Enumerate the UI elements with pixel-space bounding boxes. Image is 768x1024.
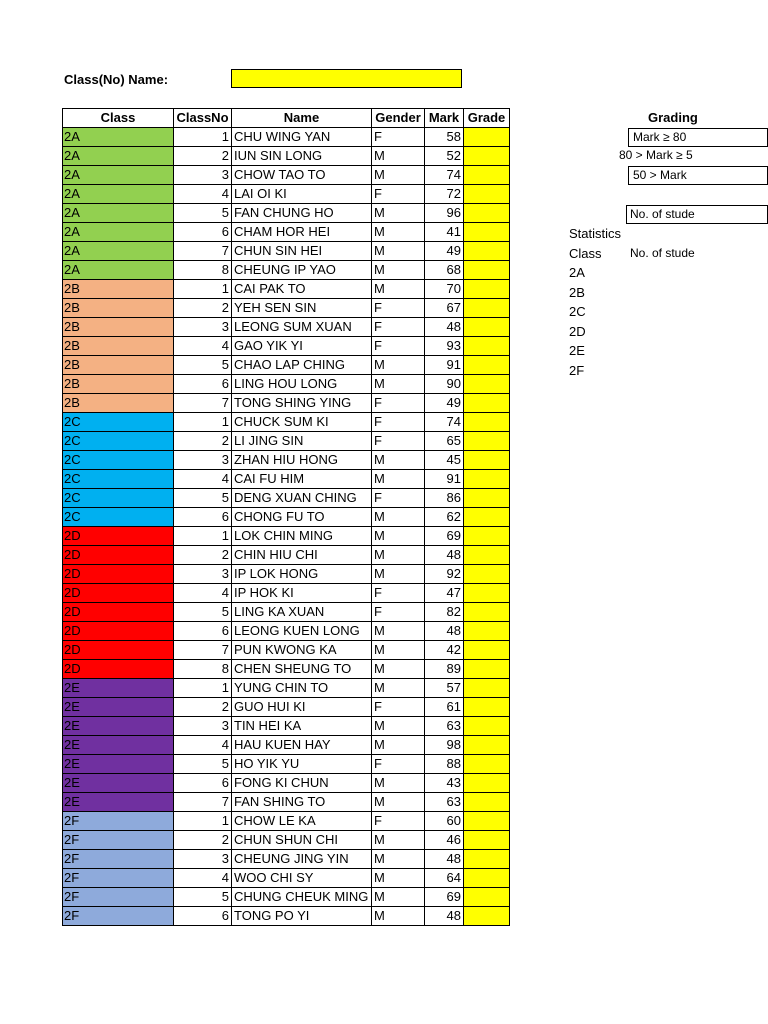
cell-gender[interactable]: M [372, 774, 425, 793]
cell-mark[interactable]: 58 [425, 128, 464, 147]
cell-class[interactable]: 2A [63, 223, 174, 242]
cell-mark[interactable]: 69 [425, 888, 464, 907]
cell-gender[interactable]: F [372, 128, 425, 147]
cell-name[interactable]: FAN CHUNG HO [232, 204, 372, 223]
cell-name[interactable]: ZHAN HIU HONG [232, 451, 372, 470]
cell-class[interactable]: 2D [63, 584, 174, 603]
cell-class[interactable]: 2A [63, 204, 174, 223]
cell-gender[interactable]: M [372, 204, 425, 223]
cell-class[interactable]: 2D [63, 641, 174, 660]
cell-mark[interactable]: 72 [425, 185, 464, 204]
cell-class[interactable]: 2B [63, 280, 174, 299]
cell-name[interactable]: CHEUNG IP YAO [232, 261, 372, 280]
cell-name[interactable]: LEONG KUEN LONG [232, 622, 372, 641]
cell-class[interactable]: 2A [63, 242, 174, 261]
statistics-class-2f: 2F [569, 363, 585, 378]
cell-classno[interactable]: 3 [174, 166, 232, 185]
cell-classno[interactable]: 3 [174, 318, 232, 337]
cell-name[interactable]: HAU KUEN HAY [232, 736, 372, 755]
cell-mark[interactable]: 64 [425, 869, 464, 888]
cell-class[interactable]: 2F [63, 888, 174, 907]
cell-class[interactable]: 2C [63, 508, 174, 527]
cell-classno[interactable]: 1 [174, 413, 232, 432]
cell-classno[interactable]: 4 [174, 337, 232, 356]
cell-classno[interactable]: 5 [174, 755, 232, 774]
name-label: Class(No) Name: [64, 72, 169, 87]
cell-class[interactable]: 2E [63, 755, 174, 774]
cell-classno[interactable]: 7 [174, 394, 232, 413]
cell-classno[interactable]: 2 [174, 698, 232, 717]
cell-classno[interactable]: 2 [174, 831, 232, 850]
cell-gender[interactable]: F [372, 394, 425, 413]
cell-classno[interactable]: 4 [174, 185, 232, 204]
cell-name[interactable]: LOK CHIN MING [232, 527, 372, 546]
cell-mark[interactable]: 90 [425, 375, 464, 394]
cell-gender[interactable]: M [372, 793, 425, 812]
cell-class[interactable]: 2F [63, 850, 174, 869]
cell-gender[interactable]: M [372, 869, 425, 888]
cell-gender[interactable]: M [372, 907, 425, 926]
cell-class[interactable]: 2A [63, 185, 174, 204]
cell-mark[interactable]: 48 [425, 546, 464, 565]
cell-gender[interactable]: M [372, 147, 425, 166]
cell-name[interactable]: CHEUNG JING YIN [232, 850, 372, 869]
cell-class[interactable]: 2D [63, 527, 174, 546]
cell-gender[interactable]: M [372, 679, 425, 698]
cell-class[interactable]: 2B [63, 299, 174, 318]
cell-mark[interactable]: 74 [425, 166, 464, 185]
statistics-class-2b: 2B [569, 285, 585, 300]
cell-name[interactable]: TONG SHING YING [232, 394, 372, 413]
cell-mark[interactable]: 93 [425, 337, 464, 356]
cell-mark[interactable]: 49 [425, 242, 464, 261]
cell-mark[interactable]: 82 [425, 603, 464, 622]
cell-name[interactable]: GAO YIK YI [232, 337, 372, 356]
cell-name[interactable]: CHIN HIU CHI [232, 546, 372, 565]
cell-name[interactable]: PUN KWONG KA [232, 641, 372, 660]
cell-gender[interactable]: M [372, 280, 425, 299]
cell-class[interactable]: 2A [63, 261, 174, 280]
statistics-title: Statistics [569, 226, 622, 241]
cell-name[interactable]: CHAM HOR HEI [232, 223, 372, 242]
cell-classno[interactable]: 8 [174, 261, 232, 280]
cell-class[interactable]: 2C [63, 489, 174, 508]
cell-classno[interactable]: 1 [174, 128, 232, 147]
cell-name[interactable]: CHOW TAO TO [232, 166, 372, 185]
grading-rule-2[interactable]: 80 > Mark ≥ 5 [619, 148, 693, 162]
cell-class[interactable]: 2A [63, 166, 174, 185]
cell-mark[interactable]: 65 [425, 432, 464, 451]
cell-class[interactable]: 2F [63, 812, 174, 831]
cell-class[interactable]: 2B [63, 394, 174, 413]
cell-classno[interactable]: 6 [174, 508, 232, 527]
cell-class[interactable]: 2D [63, 546, 174, 565]
col-header-name[interactable]: Name [232, 109, 372, 128]
cell-mark[interactable]: 46 [425, 831, 464, 850]
cell-classno[interactable]: 3 [174, 717, 232, 736]
cell-classno[interactable]: 5 [174, 204, 232, 223]
cell-mark[interactable]: 43 [425, 774, 464, 793]
col-header-class[interactable]: Class [63, 109, 174, 128]
cell-mark[interactable]: 63 [425, 793, 464, 812]
cell-mark[interactable]: 86 [425, 489, 464, 508]
grading-students-label[interactable]: No. of stude [626, 205, 768, 224]
cell-name[interactable]: LING KA XUAN [232, 603, 372, 622]
cell-mark[interactable]: 48 [425, 907, 464, 926]
cell-name[interactable]: CHAO LAP CHING [232, 356, 372, 375]
cell-name[interactable]: IP HOK KI [232, 584, 372, 603]
cell-name[interactable]: CAI FU HIM [232, 470, 372, 489]
cell-mark[interactable]: 48 [425, 318, 464, 337]
cell-gender[interactable]: M [372, 451, 425, 470]
cell-gender[interactable]: F [372, 432, 425, 451]
cell-gender[interactable]: M [372, 375, 425, 394]
cell-class[interactable]: 2E [63, 793, 174, 812]
cell-mark[interactable]: 60 [425, 812, 464, 831]
cell-mark[interactable]: 92 [425, 565, 464, 584]
cell-mark[interactable]: 96 [425, 204, 464, 223]
cell-class[interactable]: 2C [63, 451, 174, 470]
cell-mark[interactable]: 47 [425, 584, 464, 603]
cell-name[interactable]: CHU WING YAN [232, 128, 372, 147]
cell-name[interactable]: CHUN SIN HEI [232, 242, 372, 261]
cell-name[interactable]: LEONG SUM XUAN [232, 318, 372, 337]
col-header-classno[interactable]: ClassNo [174, 109, 232, 128]
cell-class[interactable]: 2B [63, 337, 174, 356]
cell-gender[interactable]: F [372, 489, 425, 508]
cell-mark[interactable]: 89 [425, 660, 464, 679]
cell-mark[interactable]: 67 [425, 299, 464, 318]
cell-name[interactable]: LING HOU LONG [232, 375, 372, 394]
statistics-class-2a: 2A [569, 265, 585, 280]
cell-gender[interactable]: F [372, 185, 425, 204]
cell-gender[interactable]: M [372, 888, 425, 907]
cell-classno[interactable]: 3 [174, 850, 232, 869]
cell-mark[interactable]: 45 [425, 451, 464, 470]
cell-class[interactable]: 2F [63, 869, 174, 888]
cell-classno[interactable]: 6 [174, 622, 232, 641]
cell-gender[interactable]: F [372, 584, 425, 603]
cell-classno[interactable]: 2 [174, 147, 232, 166]
cell-mark[interactable]: 57 [425, 679, 464, 698]
cell-classno[interactable]: 3 [174, 451, 232, 470]
cell-class[interactable]: 2F [63, 831, 174, 850]
cell-gender[interactable]: M [372, 831, 425, 850]
cell-gender[interactable]: F [372, 603, 425, 622]
statistics-class-header: Class [569, 246, 602, 261]
cell-gender[interactable]: M [372, 470, 425, 489]
cell-class[interactable]: 2E [63, 679, 174, 698]
cell-gender[interactable]: F [372, 337, 425, 356]
cell-classno[interactable]: 6 [174, 907, 232, 926]
cell-gender[interactable]: M [372, 641, 425, 660]
grading-rule-3[interactable]: 50 > Mark [628, 166, 768, 185]
statistics-count-header: No. of stude [630, 246, 695, 260]
cell-name[interactable]: CHUNG CHEUK MING [232, 888, 372, 907]
cell-classno[interactable]: 7 [174, 641, 232, 660]
cell-gender[interactable]: F [372, 755, 425, 774]
cell-class[interactable]: 2D [63, 603, 174, 622]
cell-classno[interactable]: 6 [174, 774, 232, 793]
cell-gender[interactable]: M [372, 261, 425, 280]
cell-classno[interactable]: 3 [174, 565, 232, 584]
cell-classno[interactable]: 7 [174, 793, 232, 812]
cell-gender[interactable]: M [372, 660, 425, 679]
cell-name[interactable]: GUO HUI KI [232, 698, 372, 717]
cell-class[interactable]: 2B [63, 318, 174, 337]
cell-gender[interactable]: M [372, 850, 425, 869]
cell-name[interactable]: YUNG CHIN TO [232, 679, 372, 698]
cell-classno[interactable]: 6 [174, 375, 232, 394]
cell-mark[interactable]: 70 [425, 280, 464, 299]
cell-gender[interactable]: F [372, 698, 425, 717]
cell-mark[interactable]: 42 [425, 641, 464, 660]
cell-gender[interactable]: M [372, 622, 425, 641]
cell-name[interactable]: WOO CHI SY [232, 869, 372, 888]
cell-name[interactable]: TIN HEI KA [232, 717, 372, 736]
cell-gender[interactable]: M [372, 717, 425, 736]
cell-mark[interactable]: 52 [425, 147, 464, 166]
cell-gender[interactable]: M [372, 546, 425, 565]
cell-mark[interactable]: 69 [425, 527, 464, 546]
cell-gender[interactable]: M [372, 736, 425, 755]
cell-name[interactable]: CHOW LE KA [232, 812, 372, 831]
cell-gender[interactable]: F [372, 299, 425, 318]
cell-gender[interactable]: M [372, 223, 425, 242]
cell-mark[interactable]: 62 [425, 508, 464, 527]
cell-gender[interactable]: M [372, 508, 425, 527]
cell-class[interactable]: 2E [63, 736, 174, 755]
cell-mark[interactable]: 61 [425, 698, 464, 717]
cell-name[interactable]: DENG XUAN CHING [232, 489, 372, 508]
cell-classno[interactable]: 6 [174, 223, 232, 242]
cell-name[interactable]: CHUCK SUM KI [232, 413, 372, 432]
cell-name[interactable]: IP LOK HONG [232, 565, 372, 584]
cell-gender[interactable]: M [372, 356, 425, 375]
cell-class[interactable]: 2B [63, 356, 174, 375]
grading-title: Grading [648, 110, 698, 125]
cell-classno[interactable]: 5 [174, 489, 232, 508]
cell-classno[interactable]: 4 [174, 736, 232, 755]
cell-name[interactable]: FAN SHING TO [232, 793, 372, 812]
cell-class[interactable]: 2A [63, 147, 174, 166]
statistics-class-2d: 2D [569, 324, 586, 339]
cell-classno[interactable]: 2 [174, 299, 232, 318]
col-header-mark[interactable]: Mark [425, 109, 464, 128]
cell-classno[interactable]: 5 [174, 356, 232, 375]
cell-class[interactable]: 2D [63, 622, 174, 641]
cell-class[interactable]: 2F [63, 907, 174, 926]
cell-mark[interactable]: 91 [425, 470, 464, 489]
cell-mark[interactable]: 41 [425, 223, 464, 242]
cell-classno[interactable]: 1 [174, 679, 232, 698]
col-header-gender[interactable]: Gender [372, 109, 425, 128]
cell-gender[interactable]: F [372, 413, 425, 432]
cell-name[interactable]: CHUN SHUN CHI [232, 831, 372, 850]
cell-class[interactable]: 2C [63, 413, 174, 432]
cell-class[interactable]: 2A [63, 128, 174, 147]
cell-name[interactable]: YEH SEN SIN [232, 299, 372, 318]
cell-gender[interactable]: M [372, 242, 425, 261]
cell-class[interactable]: 2E [63, 717, 174, 736]
cell-name[interactable]: IUN SIN LONG [232, 147, 372, 166]
cell-classno[interactable]: 1 [174, 527, 232, 546]
cell-mark[interactable]: 74 [425, 413, 464, 432]
cell-class[interactable]: 2B [63, 375, 174, 394]
cell-mark[interactable]: 48 [425, 622, 464, 641]
cell-gender[interactable]: M [372, 527, 425, 546]
cell-mark[interactable]: 91 [425, 356, 464, 375]
cell-classno[interactable]: 2 [174, 432, 232, 451]
cell-gender[interactable]: F [372, 318, 425, 337]
cell-name[interactable]: CHEN SHEUNG TO [232, 660, 372, 679]
cell-name[interactable]: CHONG FU TO [232, 508, 372, 527]
cell-classno[interactable]: 5 [174, 603, 232, 622]
statistics-class-2e: 2E [569, 343, 585, 358]
cell-classno[interactable]: 5 [174, 888, 232, 907]
cell-name[interactable]: CAI PAK TO [232, 280, 372, 299]
cell-classno[interactable]: 4 [174, 869, 232, 888]
cell-class[interactable]: 2D [63, 565, 174, 584]
cell-name[interactable]: LI JING SIN [232, 432, 372, 451]
cell-class[interactable]: 2C [63, 432, 174, 451]
cell-classno[interactable]: 2 [174, 546, 232, 565]
cell-class[interactable]: 2E [63, 774, 174, 793]
cell-mark[interactable]: 88 [425, 755, 464, 774]
cell-mark[interactable]: 49 [425, 394, 464, 413]
cell-class[interactable]: 2C [63, 470, 174, 489]
cell-class[interactable]: 2D [63, 660, 174, 679]
cell-name[interactable]: FONG KI CHUN [232, 774, 372, 793]
cell-classno[interactable]: 1 [174, 812, 232, 831]
cell-class[interactable]: 2E [63, 698, 174, 717]
col-header-grade[interactable]: Grade [464, 109, 510, 128]
cell-classno[interactable]: 4 [174, 584, 232, 603]
grading-rule-1[interactable]: Mark ≥ 80 [628, 128, 768, 147]
cell-name[interactable]: LAI OI KI [232, 185, 372, 204]
cell-classno[interactable]: 7 [174, 242, 232, 261]
cell-classno[interactable]: 4 [174, 470, 232, 489]
cell-mark[interactable]: 98 [425, 736, 464, 755]
cell-gender[interactable]: F [372, 812, 425, 831]
cell-mark[interactable]: 68 [425, 261, 464, 280]
cell-mark[interactable]: 63 [425, 717, 464, 736]
cell-name[interactable]: HO YIK YU [232, 755, 372, 774]
cell-name[interactable]: TONG PO YI [232, 907, 372, 926]
cell-classno[interactable]: 8 [174, 660, 232, 679]
statistics-class-2c: 2C [569, 304, 586, 319]
cell-classno[interactable]: 1 [174, 280, 232, 299]
cell-gender[interactable]: M [372, 565, 425, 584]
cell-mark[interactable]: 48 [425, 850, 464, 869]
cell-gender[interactable]: M [372, 166, 425, 185]
